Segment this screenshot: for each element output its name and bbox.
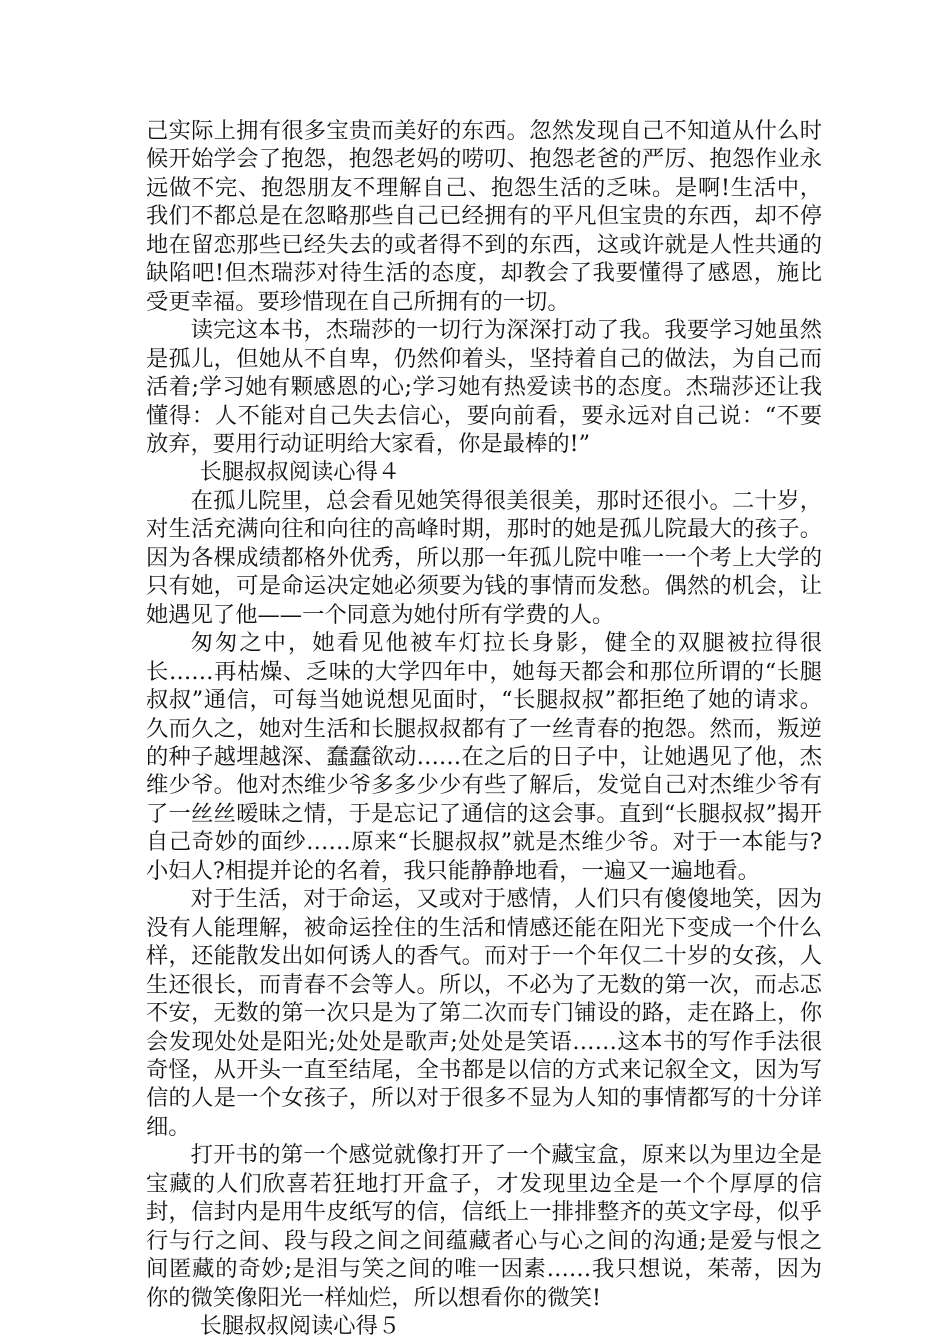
paragraph: 读完这本书，杰瑞莎的一切行为深深打动了我。我要学习她虽然是孤儿，但她从不自卑，仍然仰着头，坚持着自己的做法，为自己而活着;学习她有颗感恩的心;学习她有热爱读书的态度。杰瑞莎还让我懂得：人不能对自己失去信心，要向前看，要永远对自己说：“不要放弃，要用行动证明给大家看，你是最棒的!” <box>146 317 822 457</box>
section-heading: 长腿叔叔阅读心得５ <box>199 1313 401 1340</box>
paragraph: 打开书的第一个感觉就像打开了一个藏宝盒，原来以为里边全是宝藏的人们欣喜若狂地打开盒子，才发现里边全是一个个厚厚的信封，信封内是用牛皮纸写的信，信纸上一排排整齐的英文字母，似乎行与行之间、段与段之间之间蕴藏者心与心之间的沟通;是爱与恨之间匿藏的奇妙;是泪与笑之间的唯一因素……我只想说，茱蒂，因为你的微笑像阳光一样灿烂，所以想看你的微笑! <box>146 1142 822 1311</box>
paragraph: 匆匆之中，她看见他被车灯拉长身影，健全的双腿被拉得很长……再枯燥、乏味的大学四年中，她每天都会和那位所谓的“长腿叔叔”通信，可每当她说想见面时，“长腿叔叔”都拒绝了她的请求。久而久之，她对生活和长腿叔叔都有了一丝青春的抱怨。然而，叛逆的种子越埋越深、蠢蠢欲动……在之后的日子中，让她遇见了他，杰维少爷。他对杰维少爷多多少少有些了解后，发觉自己对杰维少爷有了一丝丝暧昧之情，于是忘记了通信的这会事。直到“长腿叔叔”揭开自己奇妙的面纱……原来“长腿叔叔”就是杰维少爷。对于一本能与?小妇人?相提并论的名着，我只能静静地看，一遍又一遍地看。 <box>146 630 822 884</box>
paragraph: 在孤儿院里，总会看见她笑得很美很美，那时还很小。二十岁，对生活充满向往和向往的高峰时期，那时的她是孤儿院最大的孩子。因为各棵成绩都格外优秀，所以那一年孤儿院中唯一一个考上大学的只有她，可是命运决定她必须要为钱的事情而发愁。偶然的机会，让她遇见了他——一个同意为她付所有学费的人。 <box>146 487 822 628</box>
paragraph: 己实际上拥有很多宝贵而美好的东西。忽然发现自己不知道从什么时候开始学会了抱怨，抱怨老妈的唠叨、抱怨老爸的严厉、抱怨作业永远做不完、抱怨朋友不理解自己、抱怨生活的乏味。是啊!生活中，我们不都总是在忽略那些自己已经拥有的平凡但宝贵的东西，却不停地在留恋那些已经失去的或者得不到的东西，这或许就是人性共通的缺陷吧!但杰瑞莎对待生活的态度，却教会了我要懂得了感恩，施比受更幸福。要珍惜现在自己所拥有的一切。 <box>146 118 822 315</box>
section-heading: 长腿叔叔阅读心得４ <box>199 459 401 486</box>
document-body <box>146 117 822 1340</box>
paragraph: 对于生活，对于命运，又或对于感情，人们只有傻傻地笑，因为没有人能理解，被命运拴住的生活和情感还能在阳光下变成一个什么样，还能散发出如何诱人的香气。而对于一个年仅二十岁的女孩，人生还很长，而青春不会等人。所以，不必为了无数的第一次，而忐忑不安，无数的第一次只是为了第二次而专门铺设的路，走在路上，你会发现处处是阳光;处处是歌声;处处是笑语……这本书的写作手法很奇怪，从开头一直至结尾，全书都是以信的方式来记叙全文，因为写信的人是一个女孩子，所以对于很多不显为人知的事情都写的十分详细。 <box>146 886 822 1140</box>
